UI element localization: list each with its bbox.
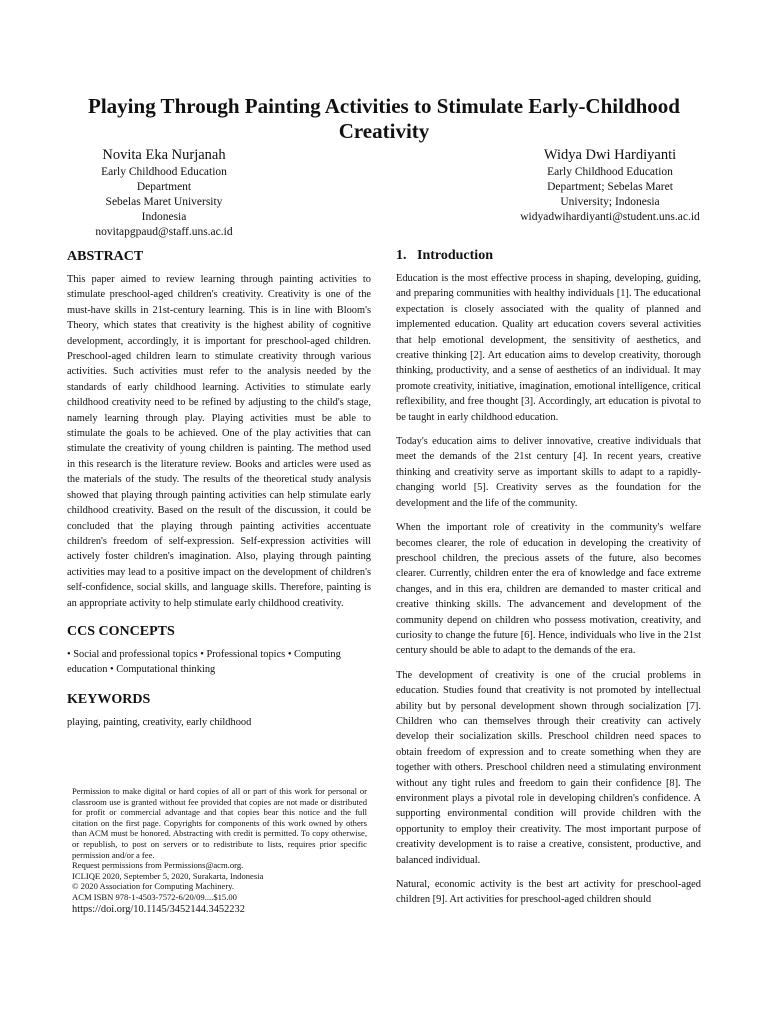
intro-paragraph: Natural, economic activity is the best art activity for preschool-aged children [9]. Art activities for preschool-aged children should (396, 879, 701, 906)
intro-paragraph: When the important role of creativity in the community's welfare becomes clearer, the role of education in developing the creativity of preschool children, the precious assets of the future, also becomes clearer. Currently, children enter the era of knowledge and face extreme changes, and in this era, children are demanded to master critical and creative thinking skills. The advancement and development of the community depend on children who possess motivation, creativity, and curiosity to change the future [6]. Hence, individuals who live in the 21st century should be able to adapt to the demands of the era. (396, 522, 701, 657)
author-affiliation-line: Early Childhood Education (101, 166, 227, 178)
ccs-section (67, 623, 371, 678)
doi-link[interactable]: https://doi.org/10.1145/3452144.3452232 (72, 903, 245, 915)
author-name: Novita Eka Nurjanah (102, 147, 226, 163)
author-block-2 (495, 146, 725, 225)
author-affiliation-line: Sebelas Maret University (105, 196, 223, 208)
permission-text: Permission to make digital or hard copies of all or part of this work for personal or classroom use is granted without fee provided that copies are not made or distributed for profit or commercial advantage and that copies bear this notice and the full citation on the first page. Copyrights for components of this work owned by others than ACM must be honored. Abstracting with credit is permitted. To copy otherwise, or republish, to post on servers or to redistribute to lists, requires prior specific permission and/or a fee. (72, 786, 367, 860)
left-column (67, 248, 371, 730)
ccs-text: • Social and professional topics • Professional topics • Computing education • Computational thinking (67, 648, 341, 676)
keywords-section (67, 691, 371, 730)
author-email: widyadwihardiyanti@student.uns.ac.id (520, 211, 700, 223)
copyright-notice: © 2020 Association for Computing Machinery. (72, 881, 235, 892)
intro-paragraph: Education is the most effective process in shaping, developing, guiding, and preparing communities with healthy individuals [1]. The educational expectation is closely associated with the quality of planned and implemented education. Quality art education covers several activities that help emotional development, the sensitivity of aesthetics, and creative thinking [2]. Art education aims to develop creativity, thorough thinking, productivity, and a sense of aesthetics of an individual. It may promote creativity, initiative, imagination, emotional intelligence, critical reflexibility, and free thought [3]. Accordingly, art education is pivotal to be taught in early childhood education. (396, 273, 701, 423)
author-affiliation-line: University; Indonesia (560, 196, 660, 208)
author-affiliation-line: Department (136, 181, 192, 193)
author-affiliation-line: Early Childhood Education (547, 166, 673, 178)
author-affiliation-line: Indonesia (141, 211, 187, 223)
permission-request: Request permissions from Permissions@acm.org. (72, 860, 244, 871)
author-block-1 (49, 146, 279, 240)
conference-info: ICLIQE 2020, September 5, 2020, Surakarta, Indonesia (72, 870, 264, 881)
right-column (396, 247, 701, 917)
ccs-heading: CCS CONCEPTS (67, 623, 175, 639)
intro-paragraph: The development of creativity is one of the crucial problems in education. Studies found that creativity is not promoted by intellectual ability but by personal development shown through socialization [7]. Children who can themselves through their creativity can actively develop their socialization skills. Preschool children need spaces to obtain freedom of expression and to create something when they are together with others. Preschool children need a stimulating environment without any tight rules and freedom to gain their confidence [8]. The environment plays a pivotal role in developing children's confidence. A supporting environmental condition will provide children with the opportunity to employ their creativity. The most important purpose of creativity development is to raise a creative, consistent, productive, and balanced individual. (396, 669, 701, 866)
abstract-section (67, 248, 371, 611)
keywords-heading: KEYWORDS (67, 691, 151, 707)
introduction-heading: 1. Introduction (396, 248, 493, 263)
author-affiliation-line: Department; Sebelas Maret (547, 181, 673, 193)
abstract-heading: ABSTRACT (67, 249, 144, 264)
permission-block (72, 786, 367, 916)
author-email: novitapgpaud@staff.uns.ac.id (95, 226, 233, 238)
author-name: Widya Dwi Hardiyanti (543, 147, 677, 163)
isbn-line: ACM ISBN 978-1-4503-7572-6/20/09....$15.00 (72, 891, 237, 902)
keywords-text: playing, painting, creativity, early childhood (67, 716, 252, 728)
paper-title: Playing Through Painting Activities to Stimulate Early-Childhood Creativity (88, 94, 680, 143)
intro-paragraph: Today's education aims to deliver innovative, creative individuals that meet the demands of the 21st century [4]. In recent years, creative thinking and creativity serve as important skills to adapt to a rapidly-changing world [5]. Creativity serves as the foundation for the development and the life of the community. (396, 436, 701, 509)
abstract-text: This paper aimed to review learning through painting activities to stimulate preschool-aged children's creativity. Creativity is one of the must-have skills in 21st-century learning. This is in line with Bloom's Theory, which states that creativity is the highest ability of cognitive development, accordingly, it is important for preschool-aged children. Preschool-aged children learn to stimulate creativity through various activities. Such activities must refer to the analysis needed by the standards of early childhood learning. Activities to stimulate early childhood creativity need to be refined by adjusting to the child's stage, namely learning through play. Playing activities must be able to stimulate the goals to be achieved. One of the play activities that can stimulate the creativity of young children is painting. The method used in this research is the literature review. Books and articles were used as the materials of the study. The results of the theoretical study analysis showed that playing through painting activities can help stimulate early childhood creativity. Based on the result of the discussion, it could be concluded that the playing through painting activities accentuate children's freedom of self-expression. Self-expression activities will actively foster children's imagination. Also, playing through painting activities may lead to a positive impact on the development of children's self-confidence, social skills, and language skills. Therefore, painting is an appropriate activity to help stimulate early childhood creativity. (67, 274, 371, 609)
